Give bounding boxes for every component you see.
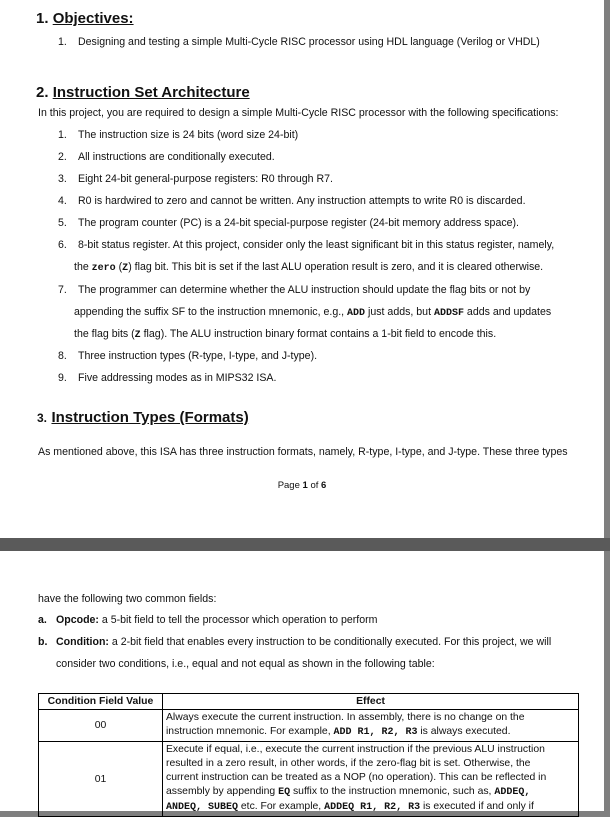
code-zero: zero	[91, 263, 116, 274]
objectives-item: 1. Designing and testing a simple Multi-Cycle RISC processor using HDL language (Verilog or VHDL)	[58, 36, 540, 48]
field-condition-line2: consider two conditions, i.e., equal and not equal as shown in the following table:	[56, 658, 435, 670]
page-footer: Page 1 of 6	[277, 480, 327, 491]
spec-item-8: 8. Three instruction types (R-type, I-type, and J-type).	[58, 350, 318, 362]
field-condition-term: Condition:	[56, 636, 109, 648]
spec-item-3: 3. Eight 24-bit general-purpose registers: R0 through R7.	[58, 173, 333, 185]
spec-item-7-line3: the flag bits (Z flag). The ALU instruction binary format contains a 1-bit field to encode this.	[74, 328, 497, 341]
condition-effect-01: Execute if equal, i.e., execute the current instruction if the previous ALU instruction resulted in a zero result, in other words, if the zero-flag bit is set. Otherwise, the current instruction can be treated as a NOP (no operation). This can be reflected in assembly by appending EQ suffix to the instruction mnemonic, such as, ADDEQ, ANDEQ, SUBEQ etc. For example, ADDEQ R1, R2, R3 is executed if and only if	[163, 742, 579, 817]
heading-instruction-types: 3. Instruction Types (Formats)	[37, 409, 249, 426]
field-opcode-term: Opcode:	[56, 614, 99, 626]
code-eq: EQ	[278, 787, 291, 798]
heading-instruction-types-title: Instruction Types (Formats)	[51, 409, 249, 426]
spec-item-6-line2: the zero (Z) flag bit. This bit is set if the last ALU operation result is zero, and it is cleared otherwise.	[74, 261, 544, 274]
spec-item-6: 6. 8-bit status register. At this project, consider only the least significant bit in this status register, namely,	[58, 239, 555, 251]
instruction-types-intro: As mentioned above, this ISA has three instruction formats, namely, R-type, I-type, and J-type. These three types	[38, 446, 568, 458]
spec-item-5: 5. The program counter (PC) is a 24-bit special-purpose register (24-bit memory address space).	[58, 217, 519, 229]
table-header-row	[39, 694, 579, 710]
code-addsf: ADDSF	[433, 308, 464, 319]
document-page-2	[0, 551, 604, 811]
spec-item-2: 2. All instructions are conditionally executed.	[58, 151, 275, 163]
code-z: Z	[122, 263, 129, 274]
spec-item-7: 7. The programmer can determine whether the ALU instruction should update the flag bits or not by	[58, 284, 531, 296]
isa-intro: In this project, you are required to design a simple Multi-Cycle RISC processor with the following specifications:	[38, 107, 559, 119]
table-row	[39, 710, 579, 742]
code-z-flag: Z	[134, 330, 141, 341]
table-row	[39, 742, 579, 817]
heading-objectives: 1. Objectives:	[36, 10, 134, 27]
code-andeq-subeq: ANDEQ, SUBEQ	[166, 802, 239, 813]
condition-value-01: 01	[39, 742, 163, 817]
spec-item-1: 1. The instruction size is 24 bits (word size 24-bit)	[58, 129, 299, 141]
condition-value-00: 00	[39, 710, 163, 742]
condition-effect-00: Always execute the current instruction. In assembly, there is no change on the instruction mnemonic. For example, ADD R1, R2, R3 is always executed.	[163, 710, 579, 742]
code-addeq: ADDEQ,	[494, 787, 531, 798]
code-addeq-r1-r2-r3: ADDEQ R1, R2, R3	[324, 802, 421, 813]
heading-objectives-title: Objectives:	[52, 10, 134, 27]
spec-item-4: 4. R0 is hardwired to zero and cannot be written. Any instruction attempts to write R0 is discarded.	[58, 195, 526, 207]
spec-item-7-line2: appending the suffix SF to the instruction mnemonic, e.g., ADD just adds, but ADDSF adds and updates	[74, 306, 552, 319]
page-total: 6	[321, 480, 327, 491]
code-add: ADD	[347, 308, 366, 319]
code-add-r1-r2-r3: ADD R1, R2, R3	[333, 727, 418, 738]
spec-item-9: 9. Five addressing modes as in MIPS32 ISA.	[58, 372, 277, 384]
condition-table	[38, 693, 579, 817]
continued-text: have the following two common fields:	[38, 593, 217, 605]
field-opcode: a. Opcode: a 5-bit field to tell the processor which operation to perform	[38, 614, 378, 626]
heading-isa: 2. Instruction Set Architecture	[36, 84, 250, 101]
page-current: 1	[302, 480, 308, 491]
header-condition-field-value: Condition Field Value	[39, 694, 163, 710]
header-effect: Effect	[163, 694, 579, 710]
field-condition: b. Condition: a 2-bit field that enables every instruction to be conditionally executed. For this project, we will	[38, 636, 552, 648]
heading-isa-title: Instruction Set Architecture	[52, 84, 250, 101]
page-separator	[0, 538, 610, 551]
